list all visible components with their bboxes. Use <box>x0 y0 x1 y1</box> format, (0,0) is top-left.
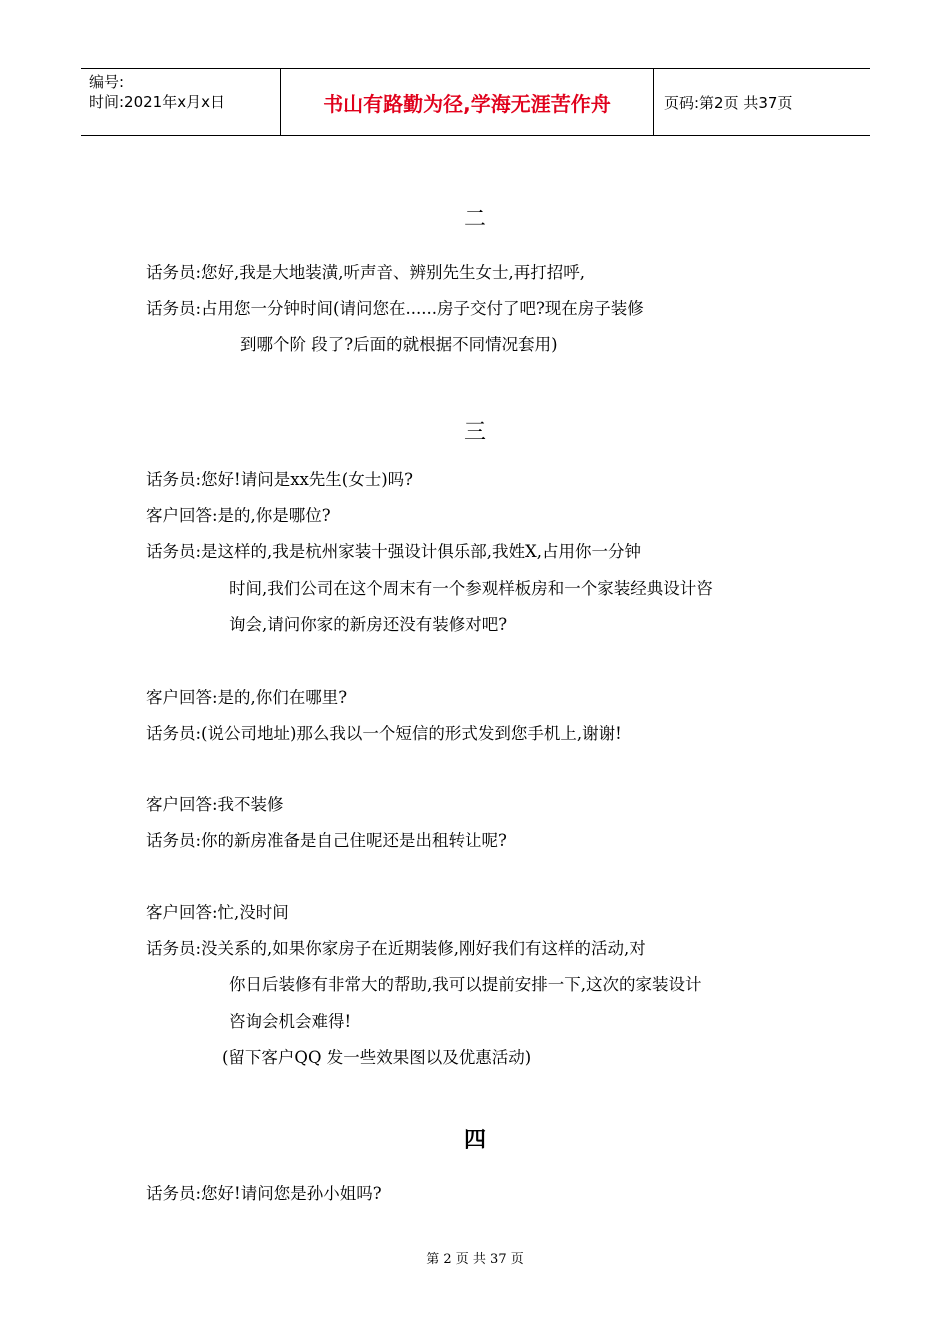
speaker-label: 话务员 <box>146 542 196 561</box>
dialogue-continuation: 咨询会机会难得! <box>229 1012 352 1031</box>
dialogue-continuation: 时间,我们公司在这个周末有一个参观样板房和一个家装经典设计咨 <box>229 579 713 598</box>
speaker-label: 客户回答 <box>146 795 212 814</box>
header-meta <box>81 69 281 135</box>
dialogue-line <box>146 720 622 744</box>
dialogue-line <box>146 827 507 851</box>
dialogue-continuation: 到哪个阶 段了?后面的就根据不同情况套用) <box>240 335 558 354</box>
dialogue-line <box>146 502 331 526</box>
speaker-label: 话务员 <box>146 831 196 850</box>
dialogue-text: :是这样的,我是杭州家装十强设计俱乐部,我姓X,占用你一分钟 <box>195 542 642 561</box>
dialogue-note: (留下客户QQ 发一些效果图以及优惠活动) <box>222 1048 532 1067</box>
dialogue-line <box>146 295 644 319</box>
section-heading-two: 二 <box>463 207 486 232</box>
speaker-label: 话务员 <box>146 263 196 282</box>
dialogue-line <box>146 1180 382 1204</box>
dialogue-text: :我不装修 <box>212 795 284 814</box>
dialogue-line <box>146 791 284 815</box>
dialogue-line <box>146 899 289 923</box>
dialogue-continuation: 询会,请问你家的新房还没有装修对吧? <box>229 615 508 634</box>
dialogue-text: :是的,你是哪位? <box>212 506 331 525</box>
dialogue-text: :忙,没时间 <box>212 903 289 922</box>
dialogue-text: :您好,我是大地装潢,听声音、辨别先生女士,再打招呼, <box>195 263 586 282</box>
speaker-label: 话务员 <box>146 724 196 743</box>
section-heading-four: 四 <box>463 1128 486 1153</box>
dialogue-text: :是的,你们在哪里? <box>212 688 348 707</box>
doc-number-label: 编号: <box>89 73 125 91</box>
page-footer: 第 2 页 共 37 页 <box>426 1252 524 1267</box>
speaker-label: 客户回答 <box>146 506 212 525</box>
header-page-info: 页码:第2页 共37页 <box>664 93 793 112</box>
speaker-label: 话务员 <box>146 939 196 958</box>
dialogue-line <box>146 466 413 490</box>
section-heading-three: 三 <box>463 420 486 445</box>
page-header <box>81 68 870 136</box>
dialogue-text: :您好!请问是xx先生(女士)吗? <box>195 470 414 489</box>
doc-time-label: 时间:2021年x月x日 <box>89 93 225 111</box>
speaker-label: 话务员 <box>146 299 196 318</box>
dialogue-text: :你的新房准备是自己住呢还是出租转让呢? <box>195 831 507 850</box>
dialogue-text: :您好!请问您是孙小姐吗? <box>195 1184 382 1203</box>
dialogue-line <box>146 259 585 283</box>
dialogue-line <box>146 684 347 708</box>
dialogue-text: :没关系的,如果你家房子在近期装修,刚好我们有这样的活动,对 <box>195 939 646 958</box>
dialogue-line <box>146 538 641 562</box>
speaker-label: 话务员 <box>146 1184 196 1203</box>
dialogue-text: :(说公司地址)那么我以一个短信的形式发到您手机上,谢谢! <box>195 724 622 743</box>
header-motto: 书山有路勤为径,学海无涯苦作舟 <box>281 69 654 135</box>
speaker-label: 客户回答 <box>146 903 212 922</box>
dialogue-continuation: 你日后装修有非常大的帮助,我可以提前安排一下,这次的家装设计 <box>229 975 702 994</box>
dialogue-line <box>146 935 646 959</box>
dialogue-text: :占用您一分钟时间(请问您在......房子交付了吧?现在房子装修 <box>195 299 644 318</box>
speaker-label: 话务员 <box>146 470 196 489</box>
speaker-label: 客户回答 <box>146 688 212 707</box>
